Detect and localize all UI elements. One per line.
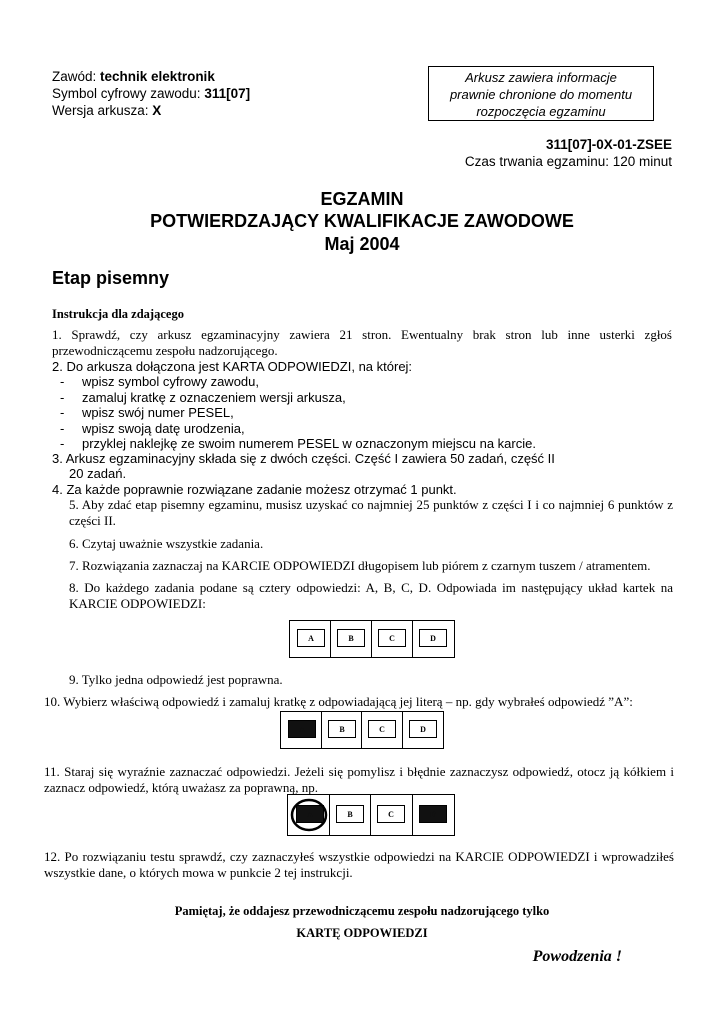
answer-cell-b: B xyxy=(337,629,365,647)
instruction-4: 4. Za każde poprawnie rozwiązane zadanie możesz otrzymać 1 punkt. xyxy=(52,482,457,497)
instruction-5: 5. Aby zdać etap pisemny egzaminu, musisz uzyskać co najmniej 25 punktów z części I i co najmniej 6 punktów z części II. xyxy=(69,497,673,528)
footer-answer-card: KARTĘ ODPOWIEDZI xyxy=(296,926,428,940)
circle-mark-icon xyxy=(288,796,328,834)
exam-header-info: Zawód: technik elektronik Symbol cyfrowy zawodu: 311[07] Wersja arkusza: X xyxy=(52,69,251,118)
instruction-3: 3. Arkusz egzaminacyjny składa się z dwóch części. Część I zawiera 50 zadań, część II xyxy=(52,451,555,466)
answer-cell-b: B xyxy=(336,805,364,823)
list-item: - zamaluj kratkę z oznaczeniem wersji arkusza, xyxy=(60,389,346,405)
list-item: - wpisz swoją datę urodzenia, xyxy=(60,420,245,436)
answer-grid-corrected-example xyxy=(287,794,455,836)
confidential-notice-box: Arkusz zawiera informacje prawnie chronione do momentu rozpoczęcia egzaminu xyxy=(428,66,654,121)
answer-cell-b: B xyxy=(328,720,356,738)
title-line1: EGZAMIN xyxy=(320,189,404,209)
instructions-heading: Instrukcja dla zdającego xyxy=(52,307,184,321)
list-item: - wpisz swój numer PESEL, xyxy=(60,405,234,420)
answer-cell-a: A xyxy=(297,629,325,647)
answer-cell-d: D xyxy=(409,720,437,738)
exam-code-block xyxy=(465,136,672,170)
instruction-8: 8. Do każdego zadania podane są cztery odpowiedzi: A, B, C, D. Odpowiada im następujący układ kartek na KARCIE ODPOWIEDZI: xyxy=(69,580,673,611)
title-line2: POTWIERDZAJĄCY KWALIFIKACJE ZAWODOWE xyxy=(150,211,574,231)
answer-cell-a-filled: A xyxy=(288,720,316,738)
instruction-1: 1. Sprawdź, czy arkusz egzaminacyjny zawiera 21 stron. Ewentualny brak stron lub inne usterki zgłoś przewodniczącemu zespołu nadzorującego. xyxy=(52,327,672,358)
title-line3: Maj 2004 xyxy=(324,234,400,254)
instruction-2-bullets xyxy=(52,374,680,452)
exam-code: 311[07]-0X-01-ZSEE xyxy=(545,137,672,152)
answer-cell-a-circled: A xyxy=(296,805,324,823)
answer-cell-d: D xyxy=(419,629,447,647)
instruction-12: 12. Po rozwiązaniu testu sprawdź, czy zaznaczyłeś wszystkie odpowiedzi na KARCIE ODPOWIEDZI i wprowadziłeś wszystkie dane, o których mowa w punkcie 2 tej instrukcji. xyxy=(44,849,674,880)
instruction-10: 10. Wybierz właściwą odpowiedź i zamaluj kratkę z odpowiadającą jej literą – np. gdy wybrałeś odpowiedź ”A”: xyxy=(44,694,633,709)
answer-grid-example xyxy=(289,620,455,658)
list-item: - przyklej naklejkę ze swoim numerem PESEL w oznaczonym miejscu na karcie. xyxy=(60,436,536,451)
answer-cell-c: C xyxy=(378,629,406,647)
instruction-2: 2. Do arkusza dołączona jest KARTA ODPOWIEDZI, na której: xyxy=(52,359,413,374)
exam-duration: Czas trwania egzaminu: 120 minut xyxy=(464,154,672,169)
instruction-11: 11. Staraj się wyraźnie zaznaczać odpowiedzi. Jeżeli się pomylisz i błędnie zaznaczysz odpowiedź, otocz ją kółkiem i zaznacz odpowiedź, którą uważasz za poprawną, np. xyxy=(44,764,674,795)
profession-symbol: 311[07] xyxy=(204,86,251,101)
answer-cell-c: C xyxy=(368,720,396,738)
instruction-9: 9. Tylko jedna odpowiedź jest poprawna. xyxy=(69,672,283,687)
stage-heading: Etap pisemny xyxy=(52,268,170,288)
good-luck-text: Powodzenia ! xyxy=(532,948,622,965)
instruction-7: 7. Rozwiązania zaznaczaj na KARCIE ODPOWIEDZI długopisem lub piórem z czarnym tuszem / atramentem. xyxy=(69,558,651,573)
instruction-3-cont: 20 zadań. xyxy=(69,466,127,481)
answer-cell-c: C xyxy=(377,805,405,823)
answer-grid-filled-example xyxy=(280,711,444,749)
answer-cell-d-filled: D xyxy=(419,805,447,823)
instruction-6: 6. Czytaj uważnie wszystkie zadania. xyxy=(69,536,264,551)
list-item: - wpisz symbol cyfrowy zawodu, xyxy=(60,374,259,389)
footer-reminder: Pamiętaj, że oddajesz przewodniczącemu zespołu nadzorującego tylko xyxy=(174,904,550,918)
sheet-version: X xyxy=(152,103,162,118)
profession-name: technik elektronik xyxy=(100,69,215,84)
